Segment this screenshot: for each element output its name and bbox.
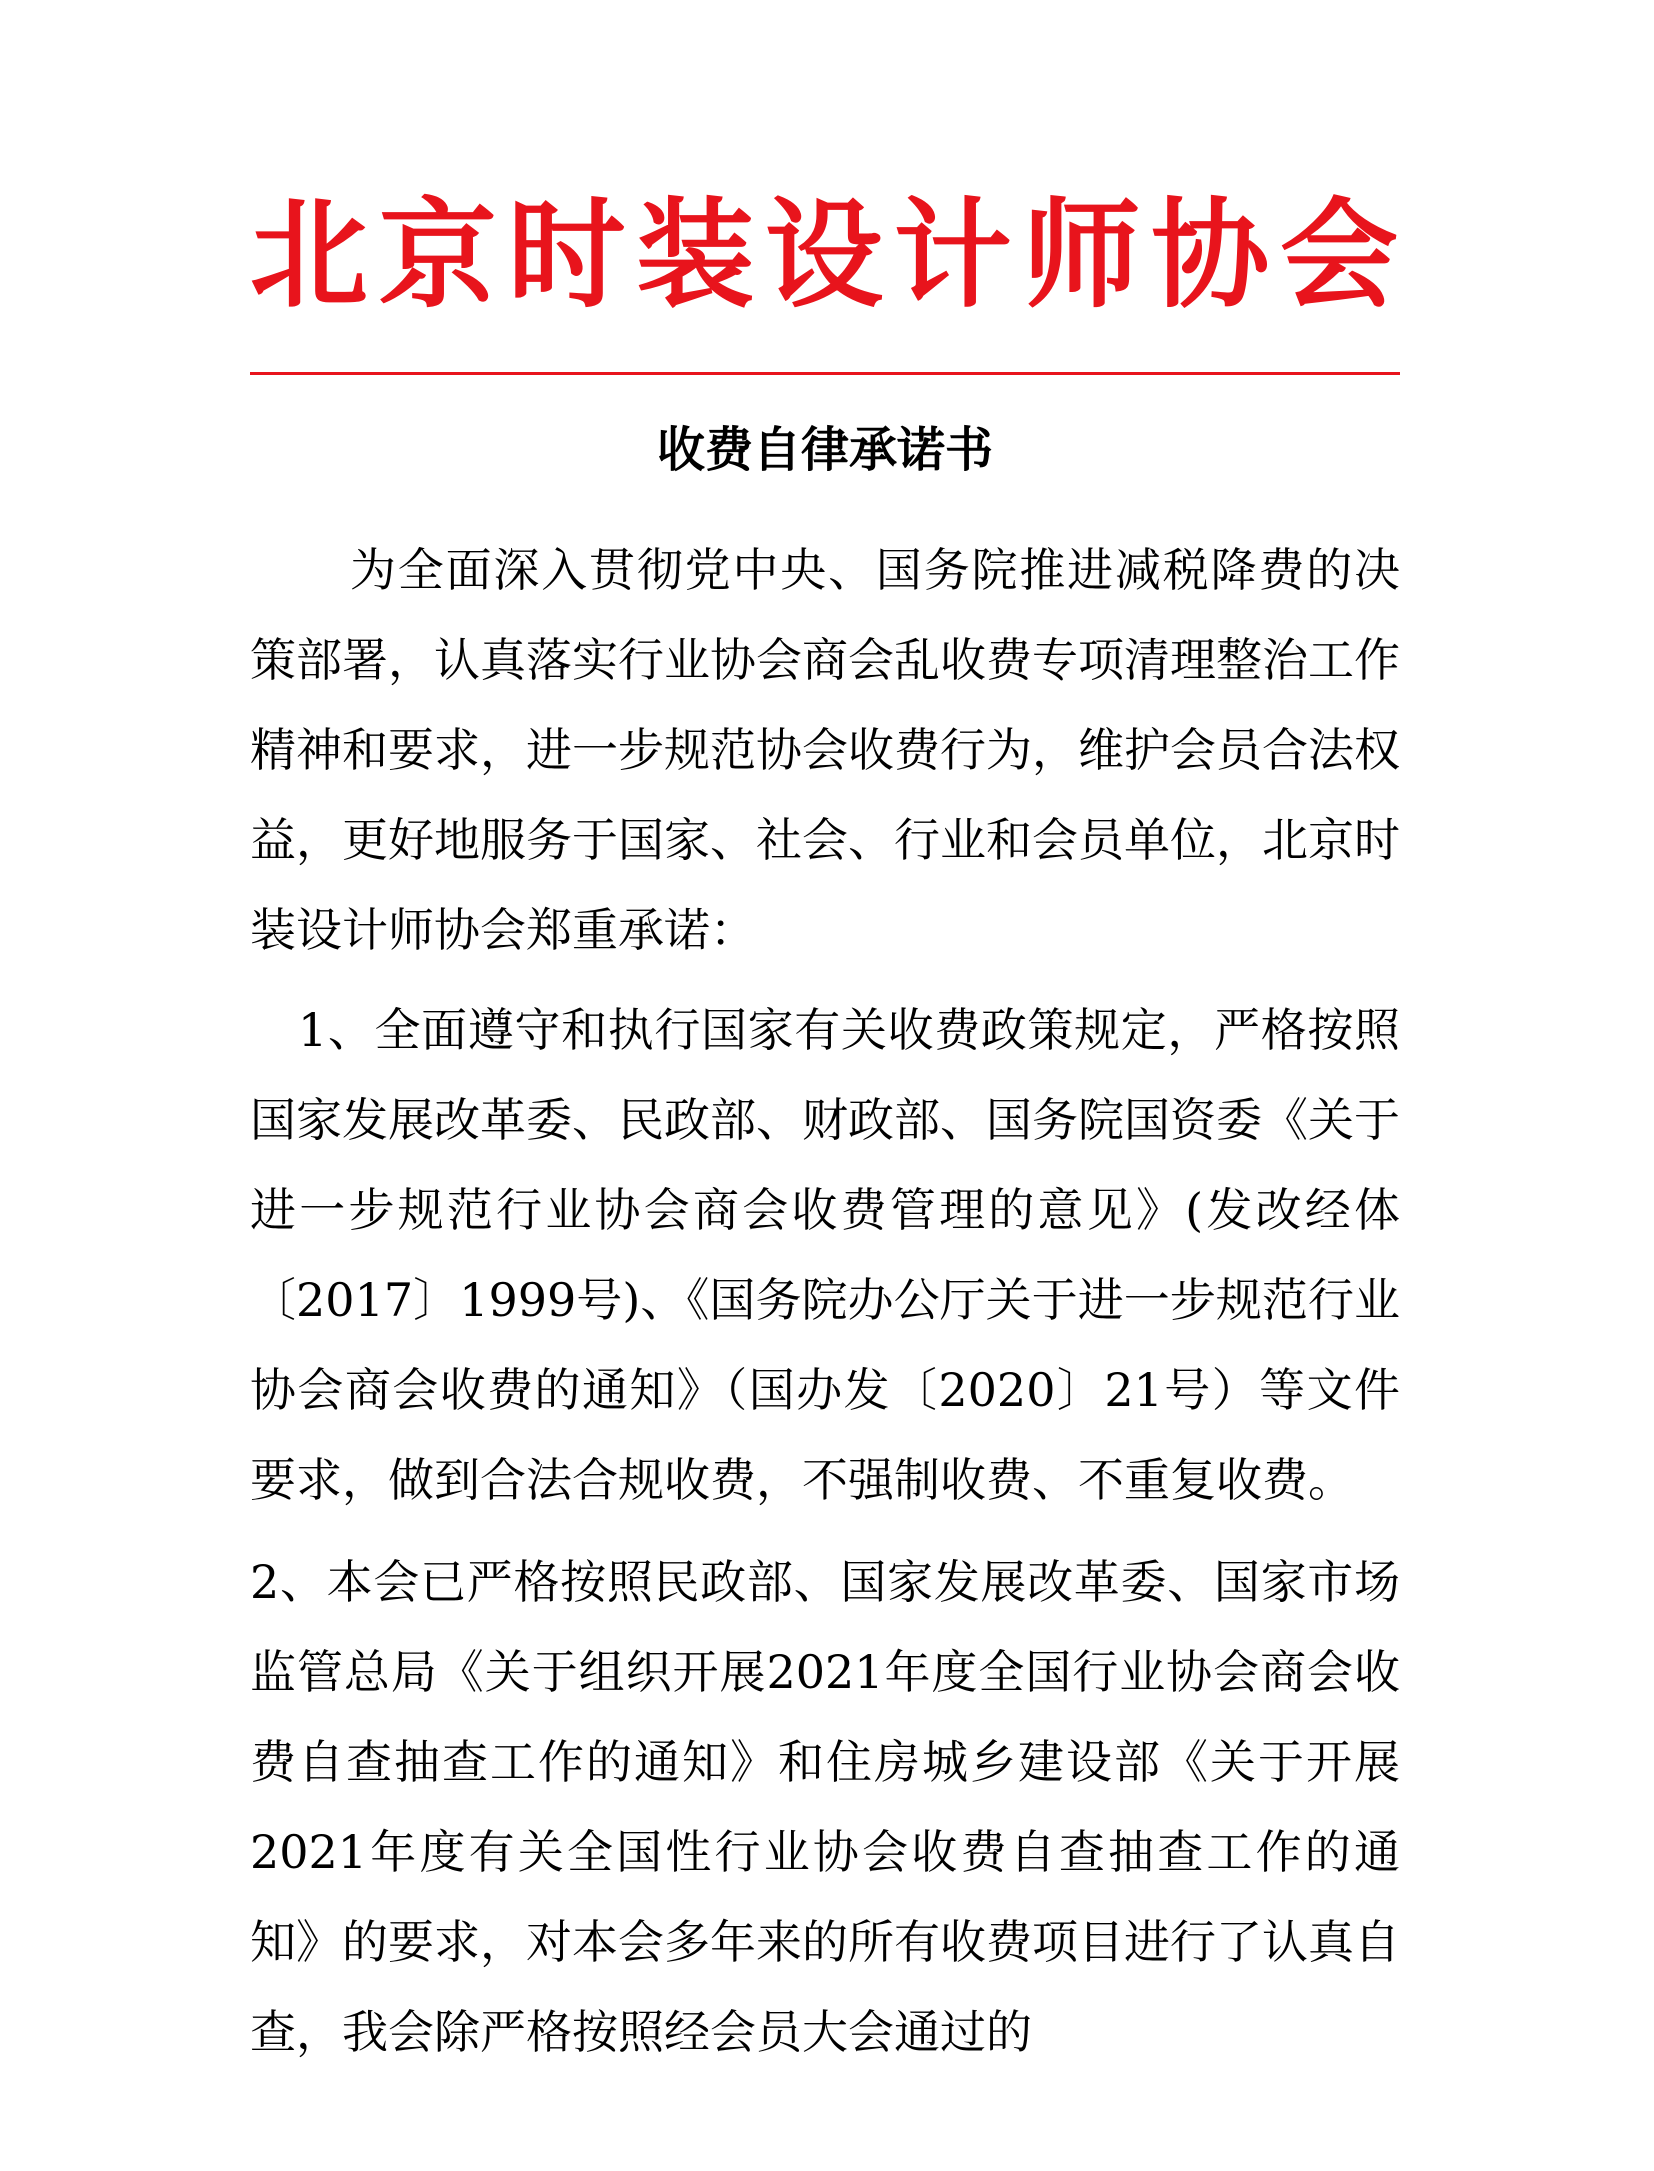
- document-body: [250, 525, 1400, 2077]
- intro-paragraph: 为全面深入贯彻党中央、国务院推进减税降费的决策部署，认真落实行业协会商会乱收费专项清理整治工作精神和要求，进一步规范协会收费行为，维护会员合法权益，更好地服务于国家、社会、行业和会员单位，北京时装设计师协会郑重承诺：: [250, 543, 1400, 957]
- document-title: 收费自律承诺书: [656, 422, 993, 478]
- organization-header: 北京时装设计师协会: [250, 186, 1400, 324]
- commitment-item-1: 1、全面遵守和执行国家有关收费政策规定，严格按照国家发展改革委、民政部、财政部、国务院国资委《关于进一步规范行业协会商会收费管理的意见》(发改经体〔2017〕1999号)、《国务院办公厅关于进一步规范行业协会商会收费的通知》（国办发〔2020〕21号）等文件要求，做到合法合规收费，不强制收费、不重复收费。: [250, 1003, 1400, 1507]
- header-divider: [250, 372, 1400, 375]
- commitment-item-2: 2、本会已严格按照民政部、国家发展改革委、国家市场监管总局《关于组织开展2021年度全国行业协会商会收费自查抽查工作的通知》和住房城乡建设部《关于开展2021年度有关全国性行业协会收费自查抽查工作的通知》的要求，对本会多年来的所有收费项目进行了认真自查，我会除严格按照经会员大会通过的: [250, 1555, 1400, 2059]
